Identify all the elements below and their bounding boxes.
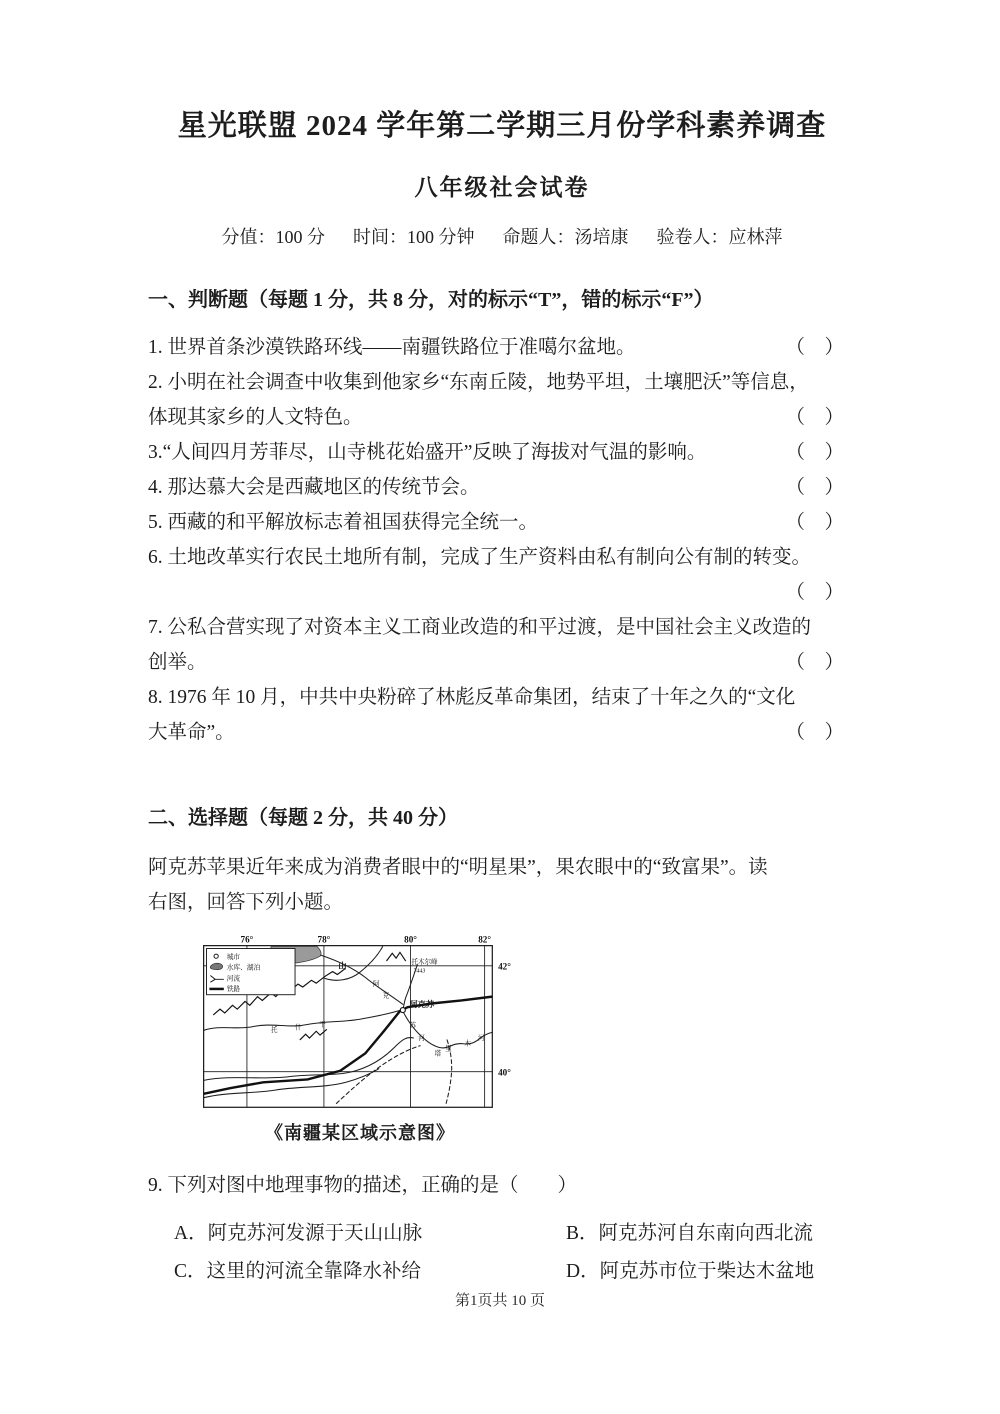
city-marker-akesu — [400, 1008, 405, 1013]
judgment-question-line — [148, 540, 856, 575]
peak-name-label: 托木尔峰 — [411, 958, 438, 966]
option-D: D．阿克苏市位于柴达木盆地 — [566, 1261, 815, 1282]
question-text: 1. 世界首条沙漠铁路环线——南疆铁路位于准噶尔盆地。 — [148, 337, 636, 358]
meta-time: 时间：100 分钟 — [353, 227, 475, 247]
page-subtitle: 八年级社会试卷 — [414, 175, 590, 200]
judgment-question-line — [148, 365, 856, 400]
question-text: 体现其家乡的人文特色。 — [148, 407, 363, 428]
answer-bracket: （ ） — [785, 477, 844, 498]
answer-bracket: （ ） — [785, 442, 844, 463]
river-north — [325, 947, 383, 981]
mountain-label-char: 山 — [338, 961, 347, 971]
answer-bracket: （ ） — [785, 582, 844, 603]
answer-bracket: （ ） — [785, 407, 844, 428]
river-label-char: 什 — [295, 1024, 302, 1032]
question-text: 大革命”。 — [148, 722, 235, 743]
lon-label-80: 80° — [404, 934, 417, 945]
small-ridge — [300, 1029, 327, 1040]
judgment-question-line — [148, 435, 856, 470]
section1-heading: 一、判断题（每题 1 分，共 8 分，对的标示“T”，错的标示“F”） — [148, 289, 714, 311]
river-label-char: 里 — [445, 1045, 452, 1053]
question-text: 6. 土地改革实行农民土地所有制，完成了生产资料由私有制向公有制的转变。 — [148, 547, 812, 568]
legend-lake-label: 水库、湖泊 — [226, 964, 261, 972]
lon-label-78: 78° — [317, 934, 331, 945]
legend-city-label: 城市 — [226, 954, 241, 962]
lat-label-42: 42° — [498, 961, 511, 972]
river-label-char: 托 — [270, 1027, 278, 1035]
page-content — [148, 106, 856, 1286]
legend-railway-label: 铁路 — [226, 985, 241, 993]
judgment-question-line — [148, 505, 856, 540]
river-seasonal-1 — [336, 1046, 420, 1104]
answer-bracket: （ ） — [785, 652, 844, 673]
page-title: 星光联盟 2024 学年第二学期三月份学科素养调查 — [177, 110, 827, 142]
judgment-question-line — [148, 610, 856, 645]
question-group-intro — [148, 850, 856, 920]
region-map-figure — [194, 934, 526, 1145]
question-text: 5. 西藏的和平解放标志着祖国获得完全统一。 — [148, 512, 539, 533]
answer-bracket: （ ） — [785, 722, 844, 743]
judgment-question-line — [148, 680, 856, 715]
river-label-char: 克 — [382, 992, 390, 1000]
river-label-char: 阿 — [372, 981, 380, 989]
question-text: 2. 小明在社会调查中收集到他家乡“东南丘陵，地势平坦，土壤肥沃”等信息， — [148, 372, 809, 393]
lon-label-82: 82° — [478, 934, 492, 945]
legend-river-label: 河流 — [226, 975, 241, 983]
page-number: 第1页共 10 页 — [454, 1293, 545, 1309]
region-map — [194, 934, 526, 1117]
meta-author: 命题人：汤培康 — [502, 227, 629, 247]
river-label-char: 干 — [319, 1021, 326, 1029]
judgment-question-line — [148, 715, 856, 750]
river-label-char: 塔 — [434, 1050, 442, 1058]
exam-meta — [148, 224, 856, 250]
peak-icon — [386, 952, 405, 961]
question-text — [148, 575, 785, 610]
river-label-char: 苏 — [409, 1022, 417, 1030]
river-label-char: 河 — [418, 1034, 425, 1042]
intro-line: 右图，回答下列小题。 — [148, 892, 344, 913]
meta-reviewer: 验卷人：应林萍 — [656, 227, 783, 247]
river-label-char: 木 — [464, 1040, 471, 1048]
option-B: B．阿克苏河自东南向西北流 — [566, 1223, 814, 1244]
judgment-question-line — [148, 645, 856, 680]
judgment-question-line — [148, 400, 856, 435]
option-C: C．这里的河流全靠降水补给 — [174, 1261, 422, 1282]
lat-label-40: 40° — [498, 1067, 511, 1078]
river-label-char: 河 — [477, 1034, 485, 1042]
answer-bracket: （ ） — [785, 512, 844, 533]
judgment-question-line — [148, 470, 856, 505]
intro-line: 阿克苏苹果近年来成为消费者眼中的“明星果”，果农眼中的“致富果”。读 — [148, 857, 768, 878]
lon-label-76: 76° — [240, 934, 254, 945]
city-label: 阿克苏 — [409, 1000, 435, 1010]
question-9-stem: 9. 下列对图中地理事物的描述，正确的是（ ） — [148, 1175, 578, 1196]
question-text: 4. 那达慕大会是西藏地区的传统节会。 — [148, 477, 480, 498]
question-9-options — [148, 1219, 856, 1286]
meta-score: 分值：100 分 — [221, 227, 325, 247]
peak-elevation-label: 7443 — [413, 968, 426, 975]
option-A: A．阿克苏河发源于天山山脉 — [174, 1223, 423, 1244]
map-caption: 《南疆某区域示意图》 — [265, 1123, 455, 1143]
answer-bracket: （ ） — [785, 337, 844, 358]
question-text: 7. 公私合营实现了对资本主义工商业改造的和平过渡，是中国社会主义改造的 — [148, 617, 812, 638]
judgment-question-line — [148, 575, 856, 610]
river-southwest-2 — [204, 1069, 379, 1098]
question-text: 创举。 — [148, 652, 207, 673]
judgment-question-line — [148, 330, 856, 365]
judgment-question-list — [148, 330, 856, 750]
river-tuoshigan — [204, 1010, 401, 1030]
question-text: 8. 1976 年 10 月，中共中央粉碎了林彪反革命集团，结束了十年之久的“文化 — [148, 687, 796, 708]
section2-heading: 二、选择题（每题 2 分，共 40 分） — [148, 807, 458, 829]
question-text: 3.“人间四月芳菲尽，山寺桃花始盛开”反映了海拔对气温的影响。 — [148, 442, 707, 463]
river-southwest-1 — [204, 1038, 414, 1081]
